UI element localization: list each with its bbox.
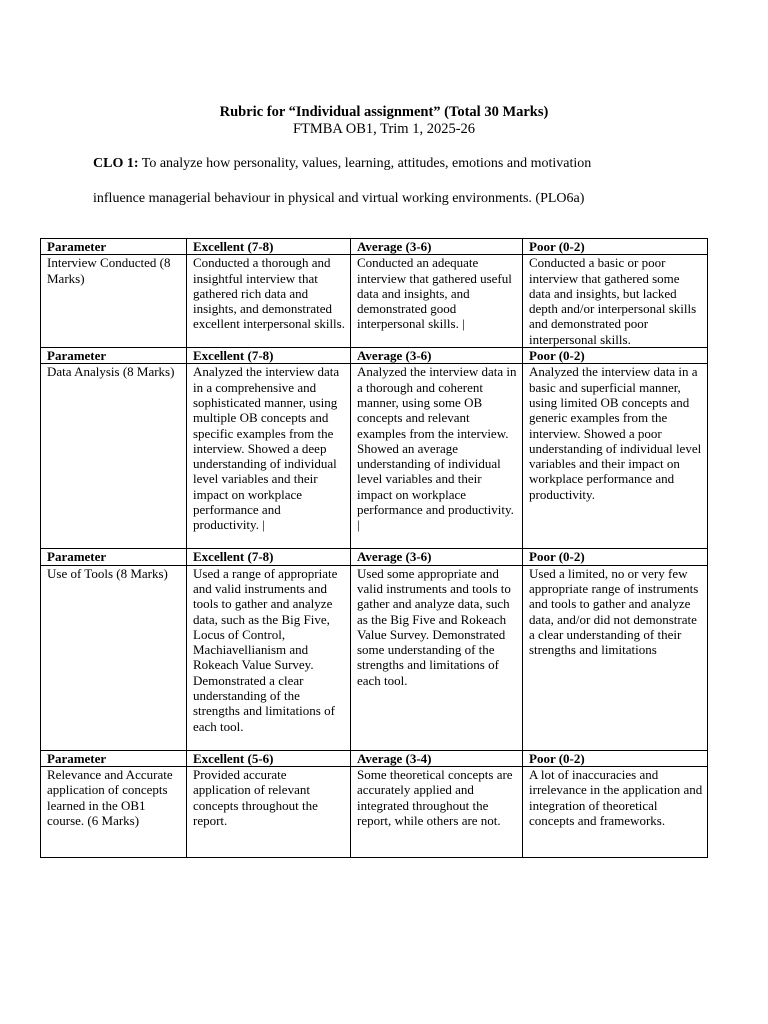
average-cell: Used some appropriate and valid instruments and tools to gather and analyze data, such as the Big Five and Rokeach Value Survey. Demonstrated some understanding of the strengths and limitations of each tool.: [351, 565, 523, 750]
header-parameter: Parameter: [41, 348, 187, 364]
excellent-cell: Conducted a thorough and insightful interview that gathered rich data and insights, and demonstrated excellent interpersonal skills.: [187, 255, 351, 348]
table-row: [41, 364, 708, 549]
parameter-cell: Data Analysis (8 Marks): [41, 364, 187, 549]
header-poor: Poor (0-2): [523, 239, 708, 255]
table-row: [41, 766, 708, 857]
header-parameter: Parameter: [41, 239, 187, 255]
clo-label: CLO 1:: [93, 156, 139, 171]
table-row: [41, 565, 708, 750]
document-title: [0, 104, 768, 138]
poor-cell: A lot of inaccuracies and irrelevance in the application and integration of theoretical concepts and frameworks.: [523, 766, 708, 857]
header-parameter: Parameter: [41, 750, 187, 766]
table-header-row: [41, 750, 708, 766]
header-average: Average (3-6): [351, 348, 523, 364]
header-parameter: Parameter: [41, 549, 187, 565]
average-cell: Analyzed the interview data in a thorough and coherent manner, using some OB concepts and relevant examples from the interview. Showed an average understanding of individual level variables and their impact on workplace performance and productivity. |: [351, 364, 523, 549]
rubric-table: [40, 238, 708, 858]
excellent-cell: Analyzed the interview data in a comprehensive and sophisticated manner, using multiple OB concepts and specific examples from the interview. Showed a deep understanding of individual level variables and their impact on workplace performance and productivity. |: [187, 364, 351, 549]
poor-cell: Analyzed the interview data in a basic and superficial manner, using limited OB concepts and generic examples from the interview. Showed a poor understanding of individual level variables and their impact on workplace performance and productivity.: [523, 364, 708, 549]
parameter-cell: Use of Tools (8 Marks): [41, 565, 187, 750]
header-average: Average (3-4): [351, 750, 523, 766]
header-poor: Poor (0-2): [523, 750, 708, 766]
poor-cell: Used a limited, no or very few appropriate range of instruments and tools to gather and analyze data, and/or did not demonstrate a clear understanding of their strengths and limitations: [523, 565, 708, 750]
clo-text-line-1: To analyze how personality, values, learning, attitudes, emotions and motivation: [138, 156, 592, 171]
excellent-cell: Provided accurate application of relevant concepts throughout the report.: [187, 766, 351, 857]
header-average: Average (3-6): [351, 239, 523, 255]
header-excellent: Excellent (5-6): [187, 750, 351, 766]
excellent-cell: Used a range of appropriate and valid instruments and tools to gather and analyze data, such as the Big Five, Locus of Control, Machiavellianism and Rokeach Value Survey. Demonstrated a clear understanding of the strengths and limitations of each tool.: [187, 565, 351, 750]
table-header-row: [41, 549, 708, 565]
clo-statement-line-1: [93, 155, 693, 172]
parameter-cell: Interview Conducted (8 Marks): [41, 255, 187, 348]
title-line-2: FTMBA OB1, Trim 1, 2025-26: [292, 121, 476, 137]
table-row: [41, 255, 708, 348]
table-header-row: [41, 348, 708, 364]
title-line-1: Rubric for “Individual assignment” (Total 30 Marks): [219, 104, 549, 120]
table-header-row: [41, 239, 708, 255]
header-poor: Poor (0-2): [523, 549, 708, 565]
header-excellent: Excellent (7-8): [187, 348, 351, 364]
header-poor: Poor (0-2): [523, 348, 708, 364]
average-cell: Conducted an adequate interview that gathered useful data and insights, and demonstrated good interpersonal skills. |: [351, 255, 523, 348]
header-average: Average (3-6): [351, 549, 523, 565]
header-excellent: Excellent (7-8): [187, 239, 351, 255]
poor-cell: Conducted a basic or poor interview that gathered some data and insights, but lacked depth and/or interpersonal skills and demonstrated poor interpersonal skills.: [523, 255, 708, 348]
parameter-cell: Relevance and Accurate application of concepts learned in the OB1 course. (6 Marks): [41, 766, 187, 857]
clo-statement-line-2: influence managerial behaviour in physical and virtual working environments. (PLO6a): [93, 191, 585, 206]
average-cell: Some theoretical concepts are accurately applied and integrated throughout the report, while others are not.: [351, 766, 523, 857]
header-excellent: Excellent (7-8): [187, 549, 351, 565]
